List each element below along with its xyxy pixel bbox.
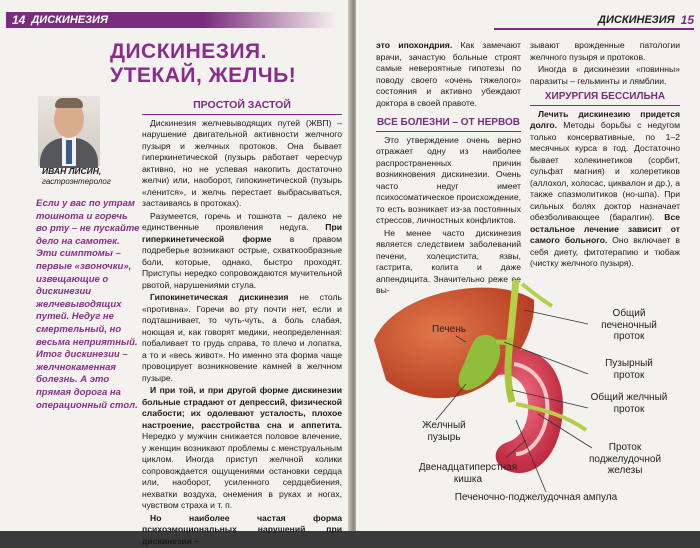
- author-photo: [38, 96, 100, 166]
- label-liver: Печень: [432, 324, 466, 335]
- heading-surgery: ХИРУРГИЯ БЕССИЛЬНА: [530, 91, 680, 106]
- heading-nerves: ВСЕ БОЛЕЗНИ – ОТ НЕРВОВ: [376, 117, 521, 132]
- running-header-left: [6, 12, 336, 28]
- section-name: ДИСКИНЕЗИЯ: [598, 14, 675, 26]
- paragraph: И при той, и при другой форме дискинезии больные страдают от депрессий, физической слабости; их одолевают усталость, плохое настроение, расстройства сна и аппетита. Нередко у мужчин снижается половое влечение, у женщин возникают проблемы с менструальным циклом. Иногда приступ желчной колики сопровождается ощущениями остановки сердца или, наоборот, усиленного сердцебиения, нехватки воздуха, онемения в руках и ногах, чувством страха и т. п.: [142, 385, 342, 510]
- article-column-right-1: [376, 40, 521, 298]
- author-name: ИВАН ЛИСИН,: [42, 166, 102, 176]
- paragraph: зывают врожденные патологии желчного пузыря и протоков.: [530, 40, 680, 62]
- heading-simple-stasis: ПРОСТОЙ ЗАСТОЙ: [142, 100, 342, 115]
- paragraph: Дискинезия желчевыводящих путей (ЖВП) – нарушение двигательной активности желчного пузыря и желчных протоков. Она бывает гиперкинетической (пузырь работает чересчур активно, но не успевая накопить достаточно желчи) или, наоборот, гипокинетической (пузырь «ленится», и желчь перестает выбрасываться, застаиваясь в протоках).: [142, 117, 342, 208]
- paragraph: Разумеется, горечь и тошнота – далеко не единственные проявления недуга. При гиперкинетической форме в правом подреберье возникают острые, схваткообразные боли, которые, однако, быстро проходят. Приступы нередко сопровождаются мучительной рвотой, нарушениями стула.: [142, 210, 342, 290]
- biliary-anatomy-diagram: [356, 280, 700, 531]
- article-title: [110, 40, 350, 88]
- label-duodenum: Двенадцатиперстная кишка: [418, 462, 518, 485]
- title-line-2: УТЕКАЙ, ЖЕЛЧЬ!: [110, 64, 297, 87]
- article-column-left: [142, 100, 342, 548]
- paragraph: это ипохондрия. Как замечают врачи, зачастую больные строят самые невероятные гипотезы по поводу своего «очень тяжелого» состояния и активно убеждают доктора в своей правоте.: [376, 40, 521, 108]
- paragraph: Иногда в дискинезии «повинны» паразиты – гельминты и лямблии.: [530, 64, 680, 86]
- page-number: 14: [12, 13, 26, 27]
- paragraph: Не менее часто дискинезия является следствием заболеваний печени, холецистита, язвы, гастрита, колита и даже аппендицита. Значительно реже ее вы-: [376, 227, 521, 295]
- label-hepatic-duct: Общий печеночный проток: [601, 308, 657, 342]
- label-pancreatic-duct: Проток поджелудочной железы: [588, 442, 662, 476]
- author-byline: [42, 166, 111, 187]
- paragraph: Гипокинетическая дискинезия не столь «противна». Горечи во рту почти нет, если и подташнивает, то чуть-чуть, а боль слабая, ноющая и, как говорят медики, неопределенная: побаливает то грудь справа, то плечо и лопатка, а то и «весь живот». Но именно эта форма чаще провоцирует возникновение камней в желчном пузыре.: [142, 292, 342, 383]
- paragraph: Это утверждение очень верно отражает одну из наиболее распространенных причин возникновения дискинезии. Очень часто недуг имеет психосоматическое происхождение, то есть возникает из-за постоянных стрессов, личностных конфликтов.: [376, 134, 521, 225]
- article-column-right-2: [530, 40, 680, 271]
- lede-text: Если у вас по утрам тошнота и горечь во рту – не пускайте дело на самотек. Эти симптомы – первые «звоночки», извещающие о дискинезии желчевыводящих путей. Недуг не смертельный, но весьма неприятный. Итог дискинезии – желчнокаменная болезнь. А это прямая дорога на операционный стол.: [36, 198, 140, 411]
- right-page: [356, 0, 700, 531]
- running-header-right: [494, 12, 694, 30]
- section-name: ДИСКИНЕЗИЯ: [31, 14, 108, 26]
- duct-common: [508, 338, 512, 402]
- author-role: гастроэнтеролог: [42, 177, 111, 186]
- page-number: 15: [680, 13, 694, 27]
- label-bile-duct: Общий желчный проток: [590, 392, 668, 415]
- paragraph: Но наиболее частая форма психоэмоциональных нарушений при дискинезии –: [142, 512, 342, 546]
- label-gallbladder: Желчный пузырь: [422, 420, 466, 443]
- paragraph: Лечить дискинезию придется долго. Методы борьбы с недугом только консервативные, по 1–2 месячных курса в год. Достаточно бывает холекинетиков (сорбит, сульфат магния) и холеретиков (аллохол, холосас, циквалон и др.), а также спазмолитиков (но-шпа). При сильных болях доктор назначает обезболивающее (баралгин). Все остальное лечение зависит от самого больного. Оно включает в себя диету, фитотерапию и тюбаж (чистку желчного пузыря).: [530, 108, 680, 268]
- label-cystic-duct: Пузырный проток: [605, 358, 653, 381]
- title-line-1: ДИСКИНЕЗИЯ.: [110, 40, 267, 63]
- label-ampulla: Печеночно-поджелудочная ампула: [454, 492, 618, 503]
